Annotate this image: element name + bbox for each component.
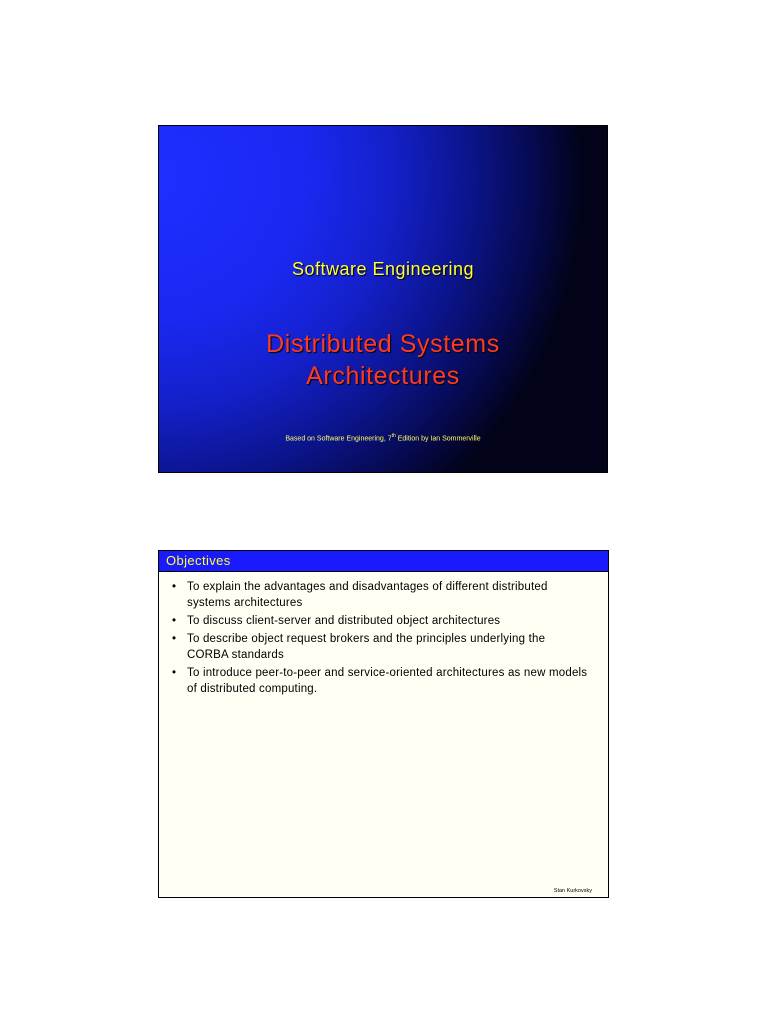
list-item-text: To discuss client-server and distributed object architectures [187, 615, 501, 627]
list-item-text: To explain the advantages and disadvantages of different distributed systems architectures [187, 581, 548, 609]
slide-header-bar [159, 551, 608, 572]
objectives-slide [158, 550, 609, 898]
slide-title-line-1: Distributed Systems [266, 330, 500, 358]
slide-title-line-2: Architectures [306, 362, 460, 390]
objectives-list [159, 579, 608, 699]
credit-text-pre: Based on Software Engineering, 7 [285, 435, 392, 443]
list-item [159, 665, 608, 697]
credit-text-post: Edition by Ian Sommerville [395, 435, 481, 443]
bullet-icon: • [172, 633, 177, 645]
bullet-icon: • [172, 581, 177, 593]
list-item [159, 613, 608, 629]
list-item [159, 579, 608, 611]
slide-credit [159, 433, 607, 442]
bullet-icon: • [172, 667, 177, 679]
slide-title [159, 328, 607, 392]
bullet-icon: • [172, 615, 177, 627]
list-item-text: To describe object request brokers and the principles underlying the CORBA standards [187, 633, 546, 661]
title-slide [158, 125, 608, 473]
credit-superscript: th [391, 433, 396, 439]
slide-header-title: Objectives [166, 553, 231, 568]
list-item-text: To introduce peer-to-peer and service-oriented architectures as new models of distributed computing. [187, 667, 588, 695]
slide-subtitle: Software Engineering [291, 259, 475, 279]
list-item [159, 631, 608, 663]
slide-footer-author: Stan Kurkovsky [553, 888, 592, 894]
